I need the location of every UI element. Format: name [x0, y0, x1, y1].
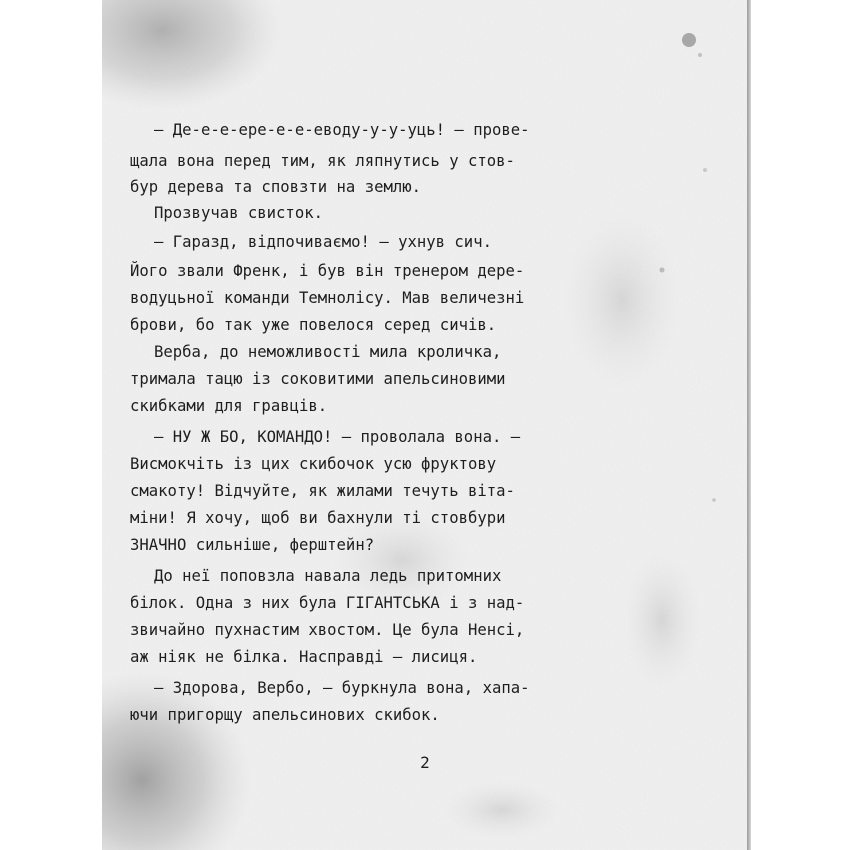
text-line-15: міни! Я хочу, щоб ви бахнули ті стовбури [130, 509, 506, 527]
text-line-19: звичайно пухнастим хвостом. Це була Ненсі, [130, 621, 525, 639]
page-number: 2 [420, 753, 430, 772]
text-line-10: тримала тацю із соковитими апельсиновими [130, 370, 506, 388]
text-line-21: — Здорова, Вербо, — буркнула вона, хапа- [154, 679, 530, 697]
text-line-20: аж ніяк не білка. Насправді — лисиця. [130, 648, 478, 666]
text-line-18: білок. Одна з них була ГІГАНТСЬКА і з над- [130, 594, 525, 612]
text-line-7: водуцьної команди Темнолісу. Мав величезні [130, 289, 525, 307]
text-line-3: бур дерева та сповзти на землю. [130, 178, 422, 196]
text-line-12: — НУ Ж БО, КОМАНДО! — проволала вона. — [154, 428, 521, 446]
text-line-22: ючи пригорщу апельсинових скибок. [130, 706, 440, 724]
text-line-4: Прозвучав свисток. [154, 204, 323, 222]
text-line-16: ЗНАЧНО сильніше, ферштейн? [130, 536, 375, 554]
text-line-1: — Де-е-е-ере-е-е-еводу-у-у-уць! — прове- [154, 121, 530, 139]
text-line-9: Верба, до неможливості мила кроличка, [154, 343, 502, 361]
text-line-8: брови, бо так уже повелося серед сичів. [130, 316, 497, 334]
text-line-6: Його звали Френк, і був він тренером дере- [130, 262, 525, 280]
text-line-5: — Гаразд, відпочиваємо! — ухнув сич. [154, 233, 492, 251]
text-line-14: смакоту! Відчуйте, як жилами течуть віта- [130, 482, 515, 500]
text-line-11: скибками для гравців. [130, 397, 328, 415]
page-edge-shadow [747, 0, 751, 850]
text-line-2: щала вона перед тим, як ляпнутись у стов- [130, 152, 515, 170]
text-line-17: До неї поповзла навала ледь притомних [154, 567, 502, 585]
text-line-13: Висмокчіть із цих скибочок усю фруктову [130, 455, 497, 473]
